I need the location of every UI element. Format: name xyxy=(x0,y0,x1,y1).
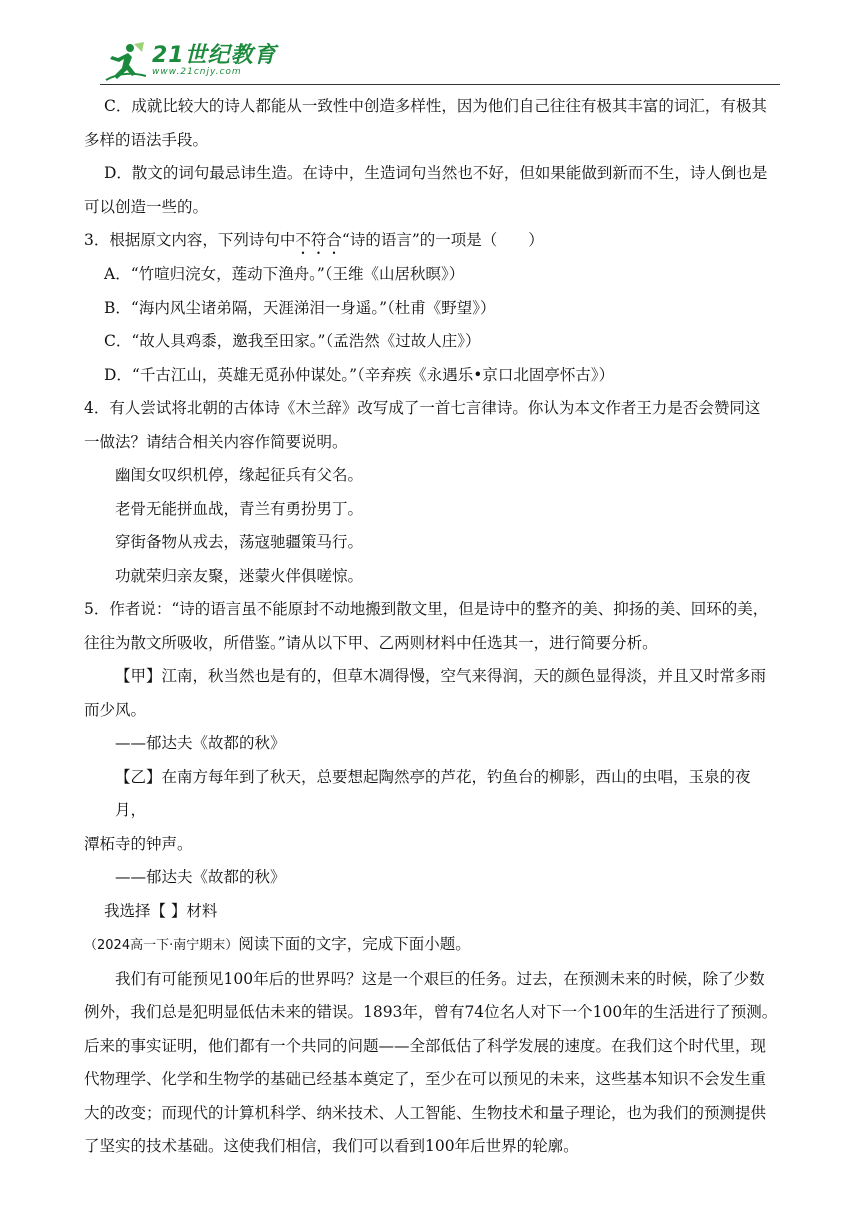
question-3 xyxy=(84,224,780,258)
question-3-option-a: A．“竹喧归浣女，莲动下渔舟。”（王维《山居秋暝》） xyxy=(104,265,465,283)
poem-line-4: 功就荣归亲友聚，迷蒙火伴俱嗟惊。 xyxy=(115,566,364,585)
question-5-line1: 5．作者说：“诗的语言虽不能原封不动地搬到散文里，但是诗中的整齐的美、抑扬的美、回环的美， xyxy=(84,600,769,618)
header-divider xyxy=(100,84,780,85)
option-c-line2: 多样的语法手段。 xyxy=(84,130,209,149)
document-body xyxy=(84,90,780,1164)
runner-logo-icon xyxy=(104,40,148,82)
logo-main-text: 21世纪教育 xyxy=(152,43,277,68)
question-4-line2: 一做法？请结合相关内容作简要说明。 xyxy=(84,432,348,451)
material-yi-line2: 潭柘寺的钟声。 xyxy=(84,834,193,853)
material-yi-source: ——郁达夫《故都的秋》 xyxy=(115,868,286,886)
answer-choice-prompt: 我选择【 】材料 xyxy=(104,901,218,920)
material-jia-line1: 【甲】江南，秋当然也是有的，但草木凋得慢，空气来得润，天的颜色显得淡，并且又时常多雨 xyxy=(115,667,767,685)
poem-line-2: 老骨无能拼血战，青兰有勇扮男丁。 xyxy=(115,499,364,518)
page-header xyxy=(100,40,780,86)
option-c-line1: C．成就比较大的诗人都能从一致性中创造多样性，因为他们自己往往有极其丰富的词汇，有极其 xyxy=(104,97,767,115)
question-3-option-b: B．“海内风尘诸弟隔，天涯涕泪一身遥。”（杜甫《野望》） xyxy=(104,298,496,317)
passage-line-6: 了坚实的技术基础。这使我们相信，我们可以看到100年后世界的轮廓。 xyxy=(84,1137,579,1155)
material-jia-line2: 而少风。 xyxy=(84,700,147,719)
logo-url-text: www.21cnjy.com xyxy=(152,67,242,77)
question-5-line2: 往往为散文所吸收，所借鉴。”请从以下甲、乙两则材料中任选其一，进行简要分析。 xyxy=(84,633,658,652)
poem-line-3: 穿街备物从戎去，荡寇驰疆策马行。 xyxy=(115,533,364,551)
question-3-suffix: “诗的语言”的一项是（ ） xyxy=(341,231,544,249)
passage-line-4: 代物理学、化学和生物学的基础已经基本奠定了，至少在可以预见的未来，这些基本知识不会发生重 xyxy=(84,1070,767,1088)
passage-line-5: 大的改变；而现代的计算机科学、纳米技术、人工智能、生物技术和量子理论，也为我们的预测提供 xyxy=(84,1103,767,1122)
question-3-option-c: C．“故人具鸡黍，邀我至田家。”（孟浩然《过故人庄》） xyxy=(104,332,481,350)
poem-line-1: 幽闺女叹织机停，缘起征兵有父名。 xyxy=(115,466,364,484)
passage-instruction: 阅读下面的文字，完成下面小题。 xyxy=(238,935,471,953)
material-jia-source: ——郁达夫《故都的秋》 xyxy=(115,734,286,752)
material-yi-line1: 【乙】在南方每年到了秋天，总要想起陶然亭的芦花，钓鱼台的柳影，西山的虫唱，玉泉的夜月， xyxy=(115,767,751,819)
option-d-line2: 可以创造一些的。 xyxy=(84,197,209,216)
question-3-emphasis: 不符合 xyxy=(295,231,342,249)
passage-source: （2024高一下·南宁期末） xyxy=(84,938,239,953)
option-d-line1: D．散文的词句最忌讳生造。在诗中，生造词句当然也不好，但如果能做到新而不生，诗人倒也是 xyxy=(104,164,768,182)
question-4-line1: 4．有人尝试将北朝的古体诗《木兰辞》改写成了一首七言律诗。你认为本文作者王力是否会赞同这 xyxy=(84,399,761,417)
logo xyxy=(104,40,277,82)
passage-line-1: 我们有可能预见100年后的世界吗？这是一个艰巨的任务。过去，在预测未来的时候，除了少数 xyxy=(115,969,765,988)
question-3-option-d: D．“千古江山，英雄无觅孙仲谋处。”（辛弃疾《永遇乐•京口北固亭怀古》） xyxy=(104,365,615,384)
passage-line-2: 例外，我们总是犯明显低估未来的错误。1893年，曾有74位名人对下一个100年的生活进行了预测。 xyxy=(84,1003,778,1021)
passage-line-3: 后来的事实证明，他们都有一个共同的问题——全部低估了科学发展的速度。在我们这个时代里，现 xyxy=(84,1036,767,1055)
question-3-prefix: 3．根据原文内容，下列诗句中 xyxy=(84,231,296,249)
passage-source-line xyxy=(84,928,780,963)
